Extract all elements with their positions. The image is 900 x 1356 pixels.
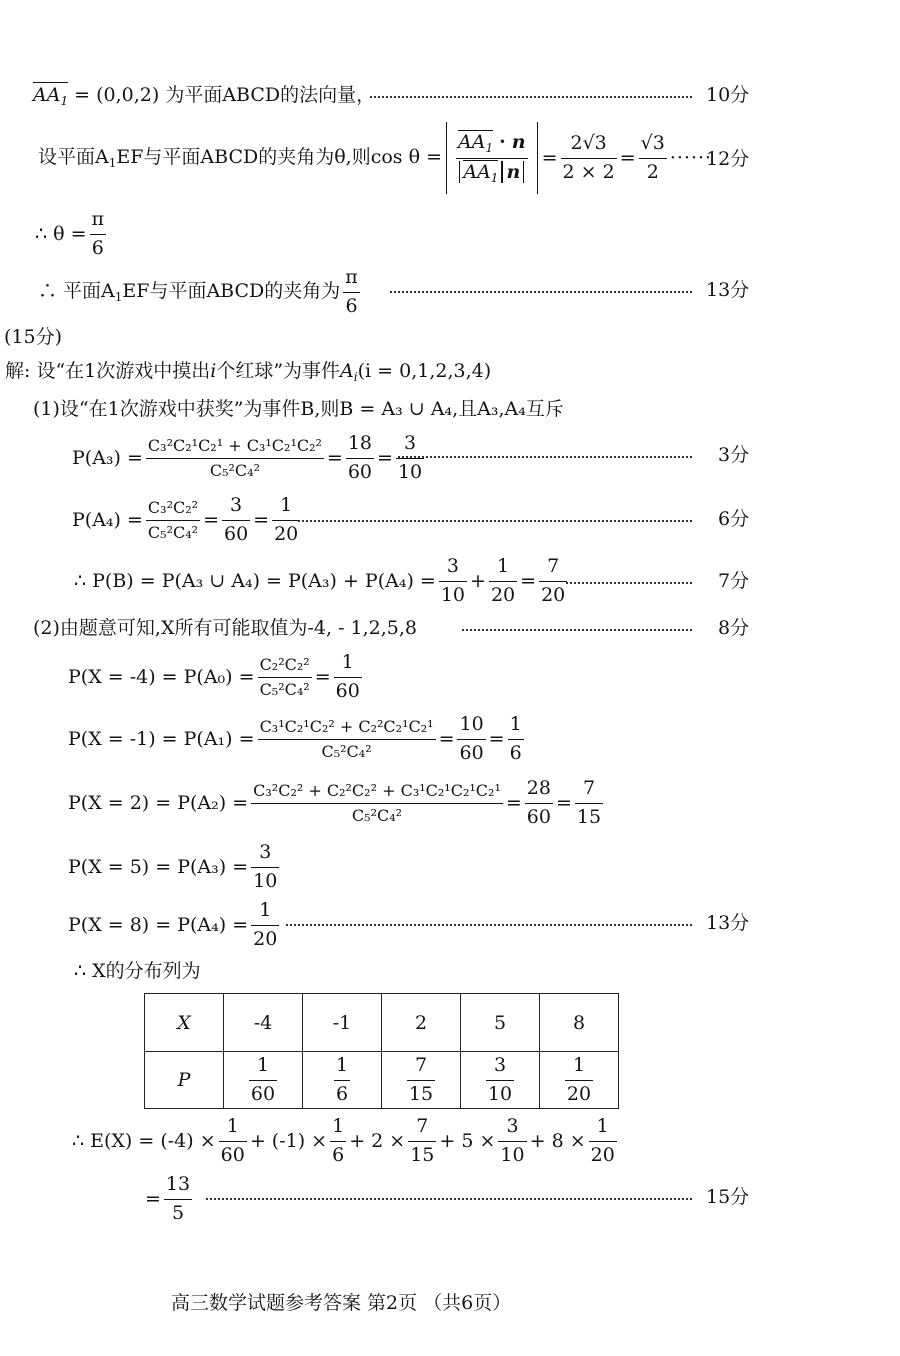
leader-dots [566,582,692,584]
fraction-pi-6: $\frac{\pi}{6}$ [345,265,358,317]
table-cell: $\frac{3}{10}$ [461,1052,540,1109]
vector-aa1: $AA_1$ [33,84,69,108]
fraction-7-15: $\frac{7}{15}$ [576,776,602,828]
part2-intro: (2)由题意可知,X所有可能取值为-4, - 1,2,5,8 [33,617,417,639]
table-header-x: X [145,994,224,1052]
table-row [145,994,619,1052]
px-8-line: P(X = 8) = P(A₄) = $\frac{1}{20}$ [68,898,278,950]
vector-value: = (0,0,2) [74,84,160,106]
fraction-3-60: $\frac{3}{60}$ [223,493,249,545]
leader-dots [286,924,692,926]
fraction-sqrt3-2: $\frac{√3}{2}$ [640,131,665,183]
fraction-3-10: $\frac{3}{10}$ [440,554,466,606]
leader-dots [398,456,692,458]
fraction-3-10: $\frac{3}{10}$ [253,840,278,892]
fraction-28-60: $\frac{28}{60}$ [526,776,551,828]
fraction-1-6: $\frac{1}{6}$ [332,1114,345,1166]
table-cell: $\frac{1}{60}$ [224,1052,303,1109]
p-a3-line: P(A₃) = $\frac{\text{C₃²C₂¹C₂¹ + C₃¹C₂¹C₂²}}{\text{C₅²C₄²}}$ = $\frac{18}{60}$ = $\frac{3}{10}$ [72,431,423,483]
fraction-1-6: $\frac{1}{6}$ [509,712,522,764]
fraction-18-60: $\frac{18}{60}$ [347,431,373,483]
score-15: 15分 [706,1186,750,1208]
table-header-p: P [145,1052,224,1109]
fraction-1-60: $\frac{1}{60}$ [220,1114,245,1166]
fraction-px-minus4: $\frac{\text{C₂²C₂²}}{\text{C₅²C₄²}}$ [259,654,310,699]
score-10: 10分 [706,84,750,106]
solution-intro: 解: 设“在1次游戏中摸出i个红球”为事件$A_i(i = 0,1,2,3,4)$ [5,360,492,384]
table-cell: 2 [382,994,461,1052]
leader-dots [298,520,692,522]
score-13b: 13分 [706,912,750,934]
cos-fraction: $\frac{AA_1 \cdot n}{AA_1 n}$ [457,130,526,185]
score-13: 13分 [706,279,750,301]
page-footer: 高三数学试题参考答案 第2页 （共6页） [171,1292,512,1314]
leader-dots [370,96,692,98]
abs-fraction [446,122,538,194]
fraction-1-20: $\frac{1}{20}$ [274,493,299,545]
leader-dots [206,1198,692,1200]
score-6: 6分 [718,508,750,530]
table-cell: $\frac{1}{20}$ [540,1052,619,1109]
score-8: 8分 [718,617,750,639]
fraction-1-20: $\frac{1}{20}$ [490,554,516,606]
table-cell: $\frac{1}{6}$ [303,1052,382,1109]
fraction-1-60: $\frac{1}{60}$ [335,650,360,702]
equals: = [541,146,558,169]
normal-vector-statement [33,86,375,107]
fraction-pa4: $\frac{\text{C₃²C₂²}}{\text{C₅²C₄²}}$ [147,497,199,542]
px-5-line: P(X = 5) = P(A₃) = $\frac{3}{10}$ [68,840,278,892]
fraction-3-10: $\frac{3}{10}$ [500,1114,525,1166]
score-3: 3分 [718,444,750,466]
fraction-3-10: $\frac{3}{10}$ [397,431,423,483]
part1-intro: (1)设“在1次游戏中获奖”为事件B,则B = A₃ ∪ A₄,且A₃,A₄互斥 [33,398,564,420]
expectation-line: ∴ E(X) = (-4) × $\frac{1}{60}$ + (-1) × $\frac{1}{6}$ + 2 × $\frac{7}{15}$ + 5 × $\frac{3}{10}$ + 8 × $\frac{1}{20}$ [72,1114,615,1166]
distribution-intro: ∴ X的分布列为 [74,960,201,982]
theta-eq: ∴ θ = [35,222,87,245]
table-cell: -1 [303,994,382,1052]
table-row [145,1052,619,1109]
fraction-px-2: $\frac{\text{C₃²C₂² + C₂²C₂² + C₃¹C₂¹C₂¹C₂¹}}{\text{C₅²C₄²}}$ [253,780,501,825]
px-2-line: P(X = 2) = P(A₂) = $\frac{\text{C₃²C₂² + C₂²C₂² + C₃¹C₂¹C₂¹C₂¹}}{\text{C₅²C₄²}}$ = $\frac{28}{60}$ = $\frac{7}{15}$ [68,776,602,828]
score-7: 7分 [718,570,750,592]
angle-prefix: 设平面$A_1EF$与平面ABCD的夹角为θ,则cos θ = [38,145,442,170]
leader-dots [390,291,692,293]
fraction-7-15: $\frac{7}{15}$ [410,1114,435,1166]
table-cell: 8 [540,994,619,1052]
table-cell: -4 [224,994,303,1052]
fraction-1-20: $\frac{1}{20}$ [590,1114,615,1166]
fraction-pi-6: $\frac{\pi}{6}$ [91,207,105,259]
table-cell: $\frac{7}{15}$ [382,1052,461,1109]
leader-dots [462,629,692,631]
theta-value [35,207,109,259]
equals: = [619,146,636,169]
question-header: (15分) [4,326,63,348]
angle-conclusion: ∴ 平面$A_1EF$与平面ABCD的夹角为 $\frac{\pi}{6}$ [38,265,358,317]
fraction-1-20: $\frac{1}{20}$ [253,898,278,950]
normal-vector-text: 为平面ABCD的法向量， [165,84,376,106]
distribution-table [144,993,619,1109]
fraction-2sqrt3: $\frac{2√3}{2 \times 2}$ [562,131,615,183]
expectation-result: = $\frac{13}{5}$ [145,1172,191,1224]
p-b-line: ∴ P(B) = P(A₃ ∪ A₄) = P(A₃) + P(A₄) = $\frac{3}{10}$ + $\frac{1}{20}$ = $\frac{7}{20}$ [74,554,566,606]
table-cell: 5 [461,994,540,1052]
fraction-pa3: $\frac{\text{C₃²C₂¹C₂¹ + C₃¹C₂¹C₂²}}{\text{C₅²C₄²}}$ [147,435,322,480]
fraction-10-60: $\frac{10}{60}$ [459,712,484,764]
angle-cos-line: 设平面$A_1EF$与平面ABCD的夹角为θ,则cos θ = $\frac{AA_1 \cdot n}{AA_1 n}$ = $\frac{2√3}{2 \times 2}$ = $\frac{√3}{2}$ ······ [38,122,712,194]
fraction-px-minus1: $\frac{\text{C₃¹C₂¹C₂² + C₂²C₂¹C₂¹}}{\text{C₅²C₄²}}$ [259,716,434,761]
fraction-13-5: $\frac{13}{5}$ [165,1172,191,1224]
px-minus1-line: P(X = -1) = P(A₁) = $\frac{\text{C₃¹C₂¹C₂² + C₂²C₂¹C₂¹}}{\text{C₅²C₄²}}$ = $\frac{10}{60}$ = $\frac{1}{6}$ [68,712,522,764]
p-a4-line: P(A₄) = $\frac{\text{C₃²C₂²}}{\text{C₅²C₄²}}$ = $\frac{3}{60}$ = $\frac{1}{20}$ [72,493,299,545]
px-minus4-line: P(X = -4) = P(A₀) = $\frac{\text{C₂²C₂²}}{\text{C₅²C₄²}}$ = $\frac{1}{60}$ [68,650,360,702]
score-12: 12分 [706,148,750,170]
fraction-7-20: $\frac{7}{20}$ [541,554,566,606]
